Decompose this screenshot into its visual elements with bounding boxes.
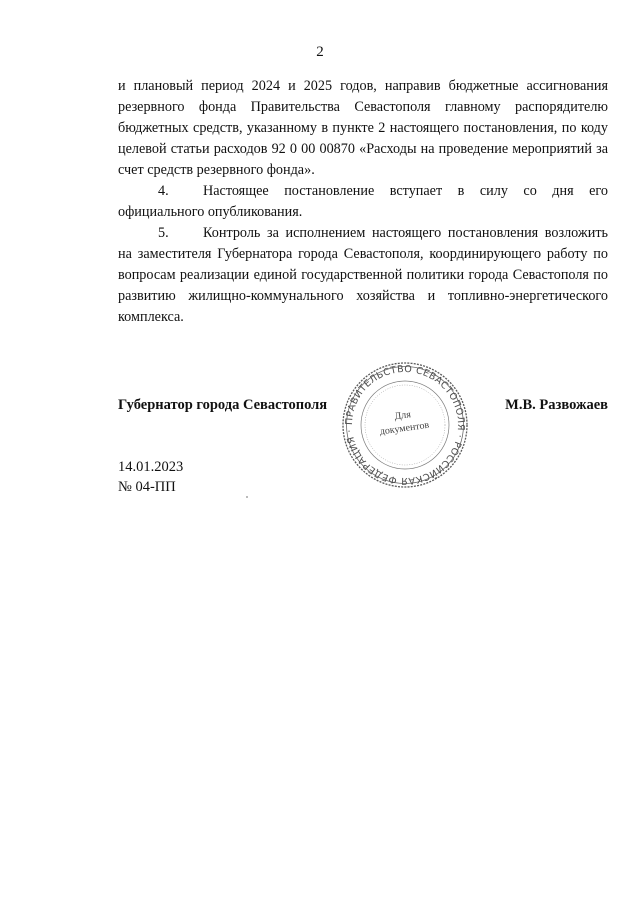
paragraph-item-5 <box>118 223 608 328</box>
official-seal-stamp <box>340 360 470 490</box>
paragraph-text: и плановый период 2024 и 2025 годов, направив бюджетные ассигнования резервного фонда Правительства Севастополя главному распорядителю бюджетных средств, указанному в пункте 2 настоящего постановления, по коду целевой статьи расходов 92 0 00 00870 «Расходы на проведение мероприятий за счет средств резервного фонда». <box>118 78 608 178</box>
document-number: № 04-ПП <box>118 479 176 495</box>
seal-center-line-1: Для <box>393 409 412 423</box>
seal-outer-text-path: ПРАВИТЕЛЬСТВО СЕВАСТОПОЛЯ · РОССИЙСКАЯ ФЕДЕРАЦИЯ · <box>343 363 467 487</box>
paragraph-continuation <box>118 76 608 181</box>
signatory-name: М.В. Развожаев <box>505 397 608 413</box>
paragraph-text: Контроль за исполнением настоящего постановления возложить на заместителя Губернатора города Севастополя, координирующего работу по вопросам реализации единой государственной политики города Севастополя по развитию жилищно-коммунального хозяйства и топливно-энергетического комплекса. <box>118 225 608 325</box>
paragraph-number: 5. <box>158 225 169 241</box>
paragraph-number: 4. <box>158 183 169 199</box>
seal-center-line-2: документов <box>379 419 430 438</box>
paragraph-text: Настоящее постановление вступает в силу со дня его официального опубликования. <box>118 183 608 220</box>
page-number: 2 <box>316 44 324 60</box>
document-body <box>118 76 608 328</box>
paragraph-item-4 <box>118 181 608 223</box>
signatory-position: Губернатор города Севастополя <box>118 397 328 413</box>
scan-speck <box>246 496 248 498</box>
document-date: 14.01.2023 <box>118 459 184 475</box>
document-requisites <box>118 457 183 497</box>
